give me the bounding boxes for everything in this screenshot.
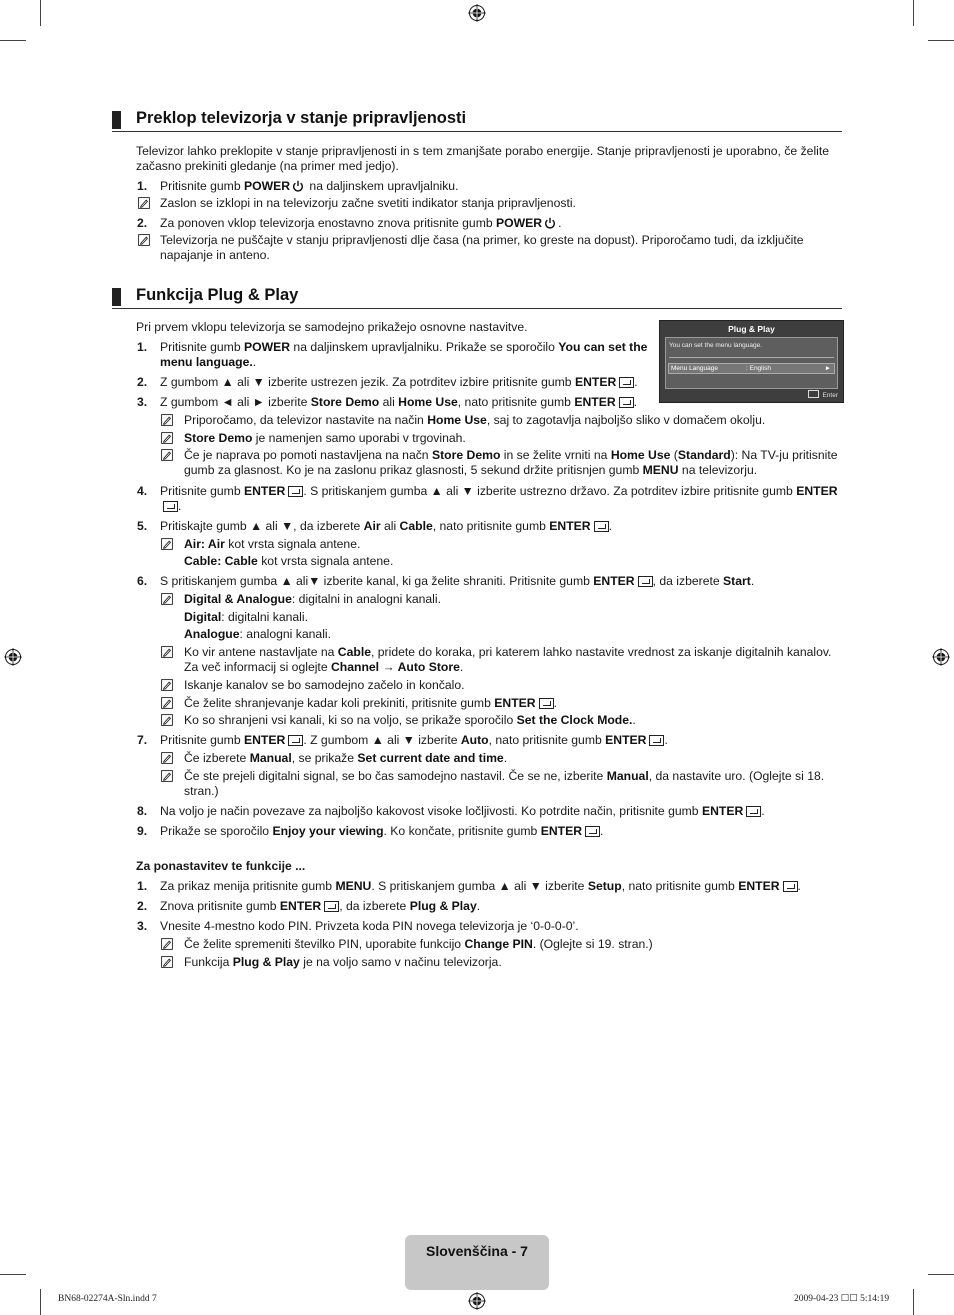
step-number: 2.: [137, 375, 148, 389]
registration-mark-icon: [4, 648, 22, 666]
power-icon: [544, 217, 556, 229]
date-slug: 2009-04-23 ☐☐ 5:14:19: [794, 1294, 890, 1304]
osd-footer: Enter: [808, 390, 838, 400]
plug-and-play-intro: Pri prvem vklopu televizorja se samodejno prikažejo osnovne nastavitve.: [136, 320, 528, 334]
osd-row-label: Menu Language: [671, 365, 718, 372]
note-icon: [161, 593, 173, 605]
section-title: Funkcija Plug & Play: [136, 286, 299, 304]
section-bar: [112, 111, 121, 129]
note-icon: [161, 432, 173, 444]
reset-step-3: Vnesite 4-mestno kodo PIN. Privzeta koda PIN novega televizorja je ‘0-0-0-0’.: [160, 919, 579, 933]
pnp-step-9: Prikaže se sporočilo Enjoy your viewing. Ko končate, pritisnite gumb ENTER .: [160, 824, 604, 838]
osd-title: Plug & Play: [728, 324, 775, 334]
note-icon: [161, 449, 173, 461]
right-arrow-icon: ►: [824, 365, 831, 372]
step-number: 3.: [137, 395, 148, 409]
reset-heading: Za ponastavitev te funkcije ...: [136, 859, 306, 873]
section-bar: [112, 288, 121, 306]
osd-divider: [669, 357, 834, 358]
pnp-step-6-note-analogue: Analogue: analogni kanali.: [184, 627, 332, 641]
pnp-step-6: S pritiskanjem gumba ▲ ali▼ izberite kanal, ki ga želite shraniti. Pritisnite gumb ENTER , da izberete Start.: [160, 574, 755, 588]
step-number: 1.: [137, 879, 148, 893]
pnp-step-3-note-3: Če je naprava po pomoti nastavljena na načn Store Demo in se želite vrniti na Home Use (Standard): Na TV-ju pritisnite gumb za glasnost. Ko je na zaslonu prikaz glasnosti, 5 sekund držite pritisnjen gumb MENU na televizorju.: [184, 448, 838, 477]
step-number: 7.: [137, 733, 148, 747]
standby-intro: Televizor lahko preklopite v stanje pripravljenosti in s tem zmanjšate porabo energije. Stanje pripravljenosti je uporabno, če želite začasno prekiniti gledanje (na primer med jedjo).: [136, 144, 830, 173]
note-icon: [138, 197, 150, 209]
enter-key-icon: [288, 735, 303, 746]
reset-step-3-note-tv-mode: Funkcija Plug & Play je na voljo samo v načinu televizorja.: [184, 955, 502, 969]
section-header-plug-and-play: [112, 287, 842, 309]
enter-key-icon: [585, 826, 600, 837]
pnp-step-7: Pritisnite gumb ENTER . Z gumbom ▲ ali ▼ izberite Auto, nato pritisnite gumb ENTER .: [160, 733, 668, 747]
pnp-step-1: Pritisnite gumb POWER na daljinskem upravljalniku. Prikaže se sporočilo You can set the menu language..: [160, 340, 648, 369]
pnp-step-6-note-digital-analogue: Digital & Analogue: digitalni in analogni kanali.: [184, 592, 441, 606]
standby-step-1: Pritisnite gumb POWER na daljinskem upravljalniku.: [160, 179, 459, 193]
page-number-tab: [405, 1235, 549, 1290]
osd-row-value: : English: [746, 365, 771, 372]
standby-note-1: Zaslon se izklopi in na televizorju začne svetiti indikator stanja pripravljenosti.: [160, 196, 576, 210]
section-title: Preklop televizorja v stanje pripravljenosti: [136, 109, 467, 127]
enter-key-icon: [594, 521, 609, 532]
pnp-step-5-note-cable: Cable: Cable kot vrsta signala antene.: [184, 554, 394, 568]
note-icon: [161, 714, 173, 726]
note-icon: [161, 697, 173, 709]
crop-mark: [40, 0, 41, 26]
reset-step-2: Znova pritisnite gumb ENTER , da izberete Plug & Play.: [160, 899, 481, 913]
pnp-step-7-note-manual: Če izberete Manual, se prikaže Set current date and time.: [184, 751, 508, 765]
note-icon: [161, 956, 173, 968]
crop-mark: [928, 40, 954, 41]
enter-key-icon: [163, 501, 178, 512]
reset-step-3-note-pin: Če želite spremeniti številko PIN, uporabite funkcijo Change PIN. (Oglejte si 19. stran.): [184, 937, 653, 951]
standby-note-2: Televizorja ne puščajte v stanju pripravljenosti dlje časa (na primer, ko greste na dopust). Priporočamo tudi, da izključite napajanje in anteno.: [160, 233, 804, 262]
enter-key-icon: [808, 390, 819, 398]
power-icon: [292, 180, 304, 192]
pnp-step-6-note-clock: Ko so shranjeni vsi kanali, ki so na voljo, se prikaže sporočilo Set the Clock Mode..: [184, 713, 636, 727]
crop-mark: [913, 1289, 914, 1315]
enter-key-icon: [619, 397, 634, 408]
registration-mark-icon: [932, 648, 950, 666]
pnp-step-8: Na voljo je način povezave za najboljšo kakovost visoke ločljivosti. Ko potrdite način, pritisnite gumb ENTER .: [160, 804, 765, 818]
enter-key-icon: [539, 698, 554, 709]
note-icon: [161, 938, 173, 950]
pnp-step-5-note-air: Air: Air kot vrsta signala antene.: [184, 537, 361, 551]
enter-key-icon: [783, 881, 798, 892]
pnp-step-5: Pritiskajte gumb ▲ ali ▼, da izberete Air ali Cable, nato pritisnite gumb ENTER .: [160, 519, 612, 533]
step-number: 5.: [137, 519, 148, 533]
note-icon: [161, 752, 173, 764]
pnp-step-6-note-cable: Ko vir antene nastavljate na Cable, pridete do koraka, pri katerem lahko nastavite vrednost za iskanje digitalnih kanalov. Za več informacij si oglejte Channel → Auto Store.: [184, 645, 832, 674]
osd-message: You can set the menu language.: [669, 342, 762, 349]
step-number: 2.: [137, 216, 148, 230]
step-number: 6.: [137, 574, 148, 588]
enter-key-icon: [638, 576, 653, 587]
enter-key-icon: [324, 901, 339, 912]
reset-step-1: Za prikaz menija pritisnite gumb MENU. S pritiskanjem gumba ▲ ali ▼ izberite Setup, nato pritisnite gumb ENTER .: [160, 879, 801, 893]
crop-mark: [0, 1274, 26, 1275]
step-number: 9.: [137, 824, 148, 838]
note-icon: [161, 679, 173, 691]
pnp-step-2: Z gumbom ▲ ali ▼ izberite ustrezen jezik. Za potrditev izbire pritisnite gumb ENTER .: [160, 375, 638, 389]
pnp-step-6-note-digital: Digital: digitalni kanali.: [184, 610, 308, 624]
crop-mark: [928, 1274, 954, 1275]
step-number: 8.: [137, 804, 148, 818]
note-icon: [161, 770, 173, 782]
enter-key-icon: [746, 806, 761, 817]
osd-menu-language-row[interactable]: [668, 363, 835, 374]
standby-step-2: Za ponoven vklop televizorja enostavno znova pritisnite gumb POWER .: [160, 216, 562, 230]
pnp-step-7-note-digital-signal: Če ste prejeli digitalni signal, se bo čas samodejno nastavil. Če se ne, izberite Manual, da nastavite uro. (Oglejte si 18. stran.): [184, 769, 825, 798]
enter-key-icon: [619, 377, 634, 388]
pnp-step-3: Z gumbom ◄ ali ► izberite Store Demo ali Home Use, nato pritisnite gumb ENTER .: [160, 395, 638, 409]
step-number: 2.: [137, 899, 148, 913]
file-slug: BN68-02274A-Sln.indd 7: [58, 1294, 157, 1304]
step-number: 3.: [137, 919, 148, 933]
enter-key-icon: [649, 735, 664, 746]
note-icon: [138, 234, 150, 246]
pnp-step-6-note-search: Iskanje kanalov se bo samodejno začelo in končalo.: [184, 678, 465, 692]
crop-mark: [40, 1289, 41, 1315]
enter-key-icon: [288, 486, 303, 497]
crop-mark: [913, 0, 914, 26]
osd-panel: [665, 337, 838, 389]
step-number: 4.: [137, 484, 148, 498]
note-icon: [161, 538, 173, 550]
section-header-standby: [112, 110, 842, 132]
registration-mark-icon: [468, 1292, 486, 1310]
page-number-label: Slovenščina - 7: [426, 1243, 528, 1259]
pnp-step-3-note-1: Priporočamo, da televizor nastavite na način Home Use, saj to zagotavlja najboljšo sliko v domačem okolju.: [184, 413, 766, 427]
step-number: 1.: [137, 340, 148, 354]
pnp-step-4: Pritisnite gumb ENTER . S pritiskanjem gumba ▲ ali ▼ izberite ustrezno državo. Za potrditev izbire pritisnite gumb ENTER.: [160, 484, 838, 513]
pnp-step-3-note-2: Store Demo je namenjen samo uporabi v trgovinah.: [184, 431, 466, 445]
pnp-step-6-note-stop: Če želite shranjevanje kadar koli prekiniti, pritisnite gumb ENTER .: [184, 696, 557, 710]
plug-and-play-osd-screen: [659, 320, 844, 403]
note-icon: [161, 414, 173, 426]
crop-mark: [0, 40, 26, 41]
note-icon: [161, 646, 173, 658]
registration-mark-icon: [468, 4, 486, 22]
step-number: 1.: [137, 179, 148, 193]
